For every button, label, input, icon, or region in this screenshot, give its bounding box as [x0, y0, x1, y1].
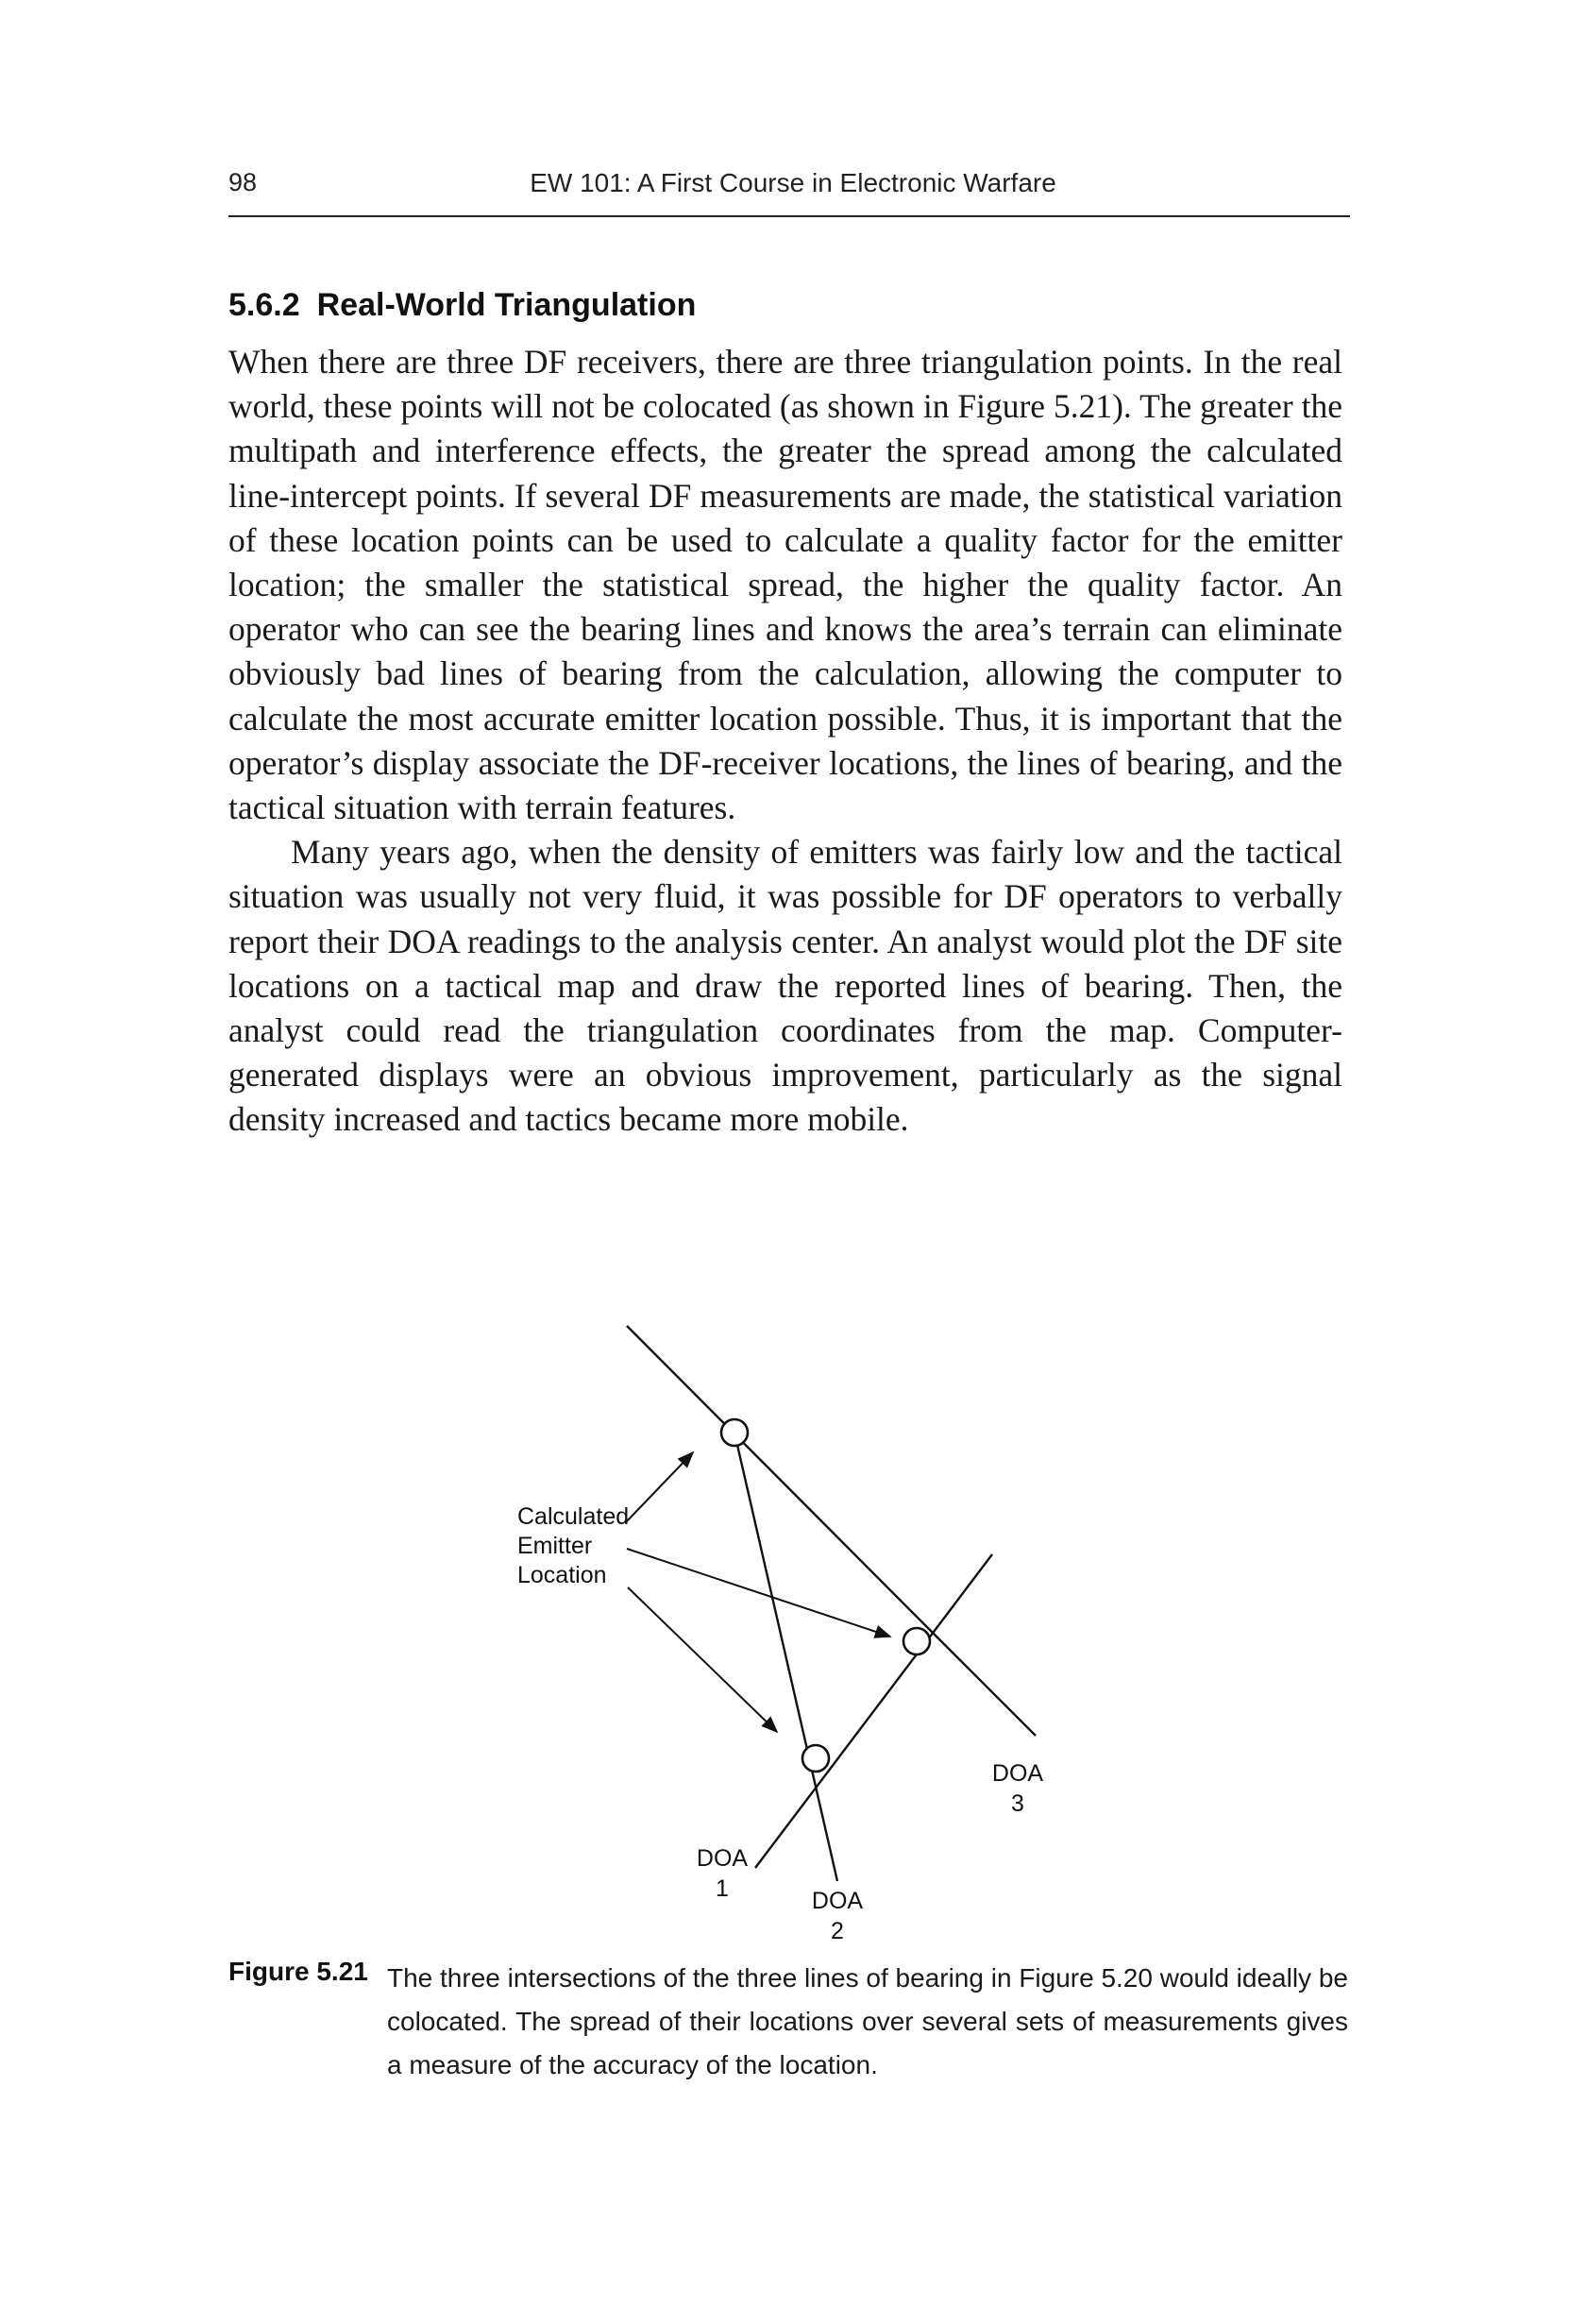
doa-3-number: 3 — [1011, 1790, 1024, 1817]
callout-line-3: Location — [517, 1562, 607, 1588]
intersection-point — [802, 1745, 829, 1772]
bearing-line-doa-3-tail — [910, 1610, 1036, 1736]
bearing-line-doa-3 — [627, 1326, 910, 1610]
doa-2-number: 2 — [831, 1918, 844, 1944]
callout-arrow — [625, 1452, 693, 1523]
doa-1-number: 1 — [716, 1875, 729, 1902]
bearing-line-doa-1 — [755, 1554, 992, 1868]
callout-arrow — [627, 1549, 890, 1637]
doa-3-label: DOA — [991, 1760, 1044, 1787]
intersection-point — [903, 1628, 930, 1654]
section-title: Real-World Triangulation — [316, 287, 697, 323]
callout-line-2: Emitter — [517, 1533, 593, 1559]
figure-caption-text: The three intersections of the three lines of bearing in Figure 5.20 would ideally be colocated. The spread of their locations over several sets of measurements gives a measure of the accuracy of the location. — [387, 1963, 1348, 2079]
paragraph-2: Many years ago, when the density of emitters was fairly low and the tactical situation was usually not very fluid, it was possible for DF operators to verbally report their DOA readings to the analysis center. An analyst would plot the DF site locations on a tactical map and draw the reported lines of bearing. Then, the analyst could read the triangulation coordinates from the map. Computer-generated displays were an obvious improvement, particularly as the signal density increased and tactics became more mobile. — [228, 833, 1342, 1139]
paragraph-1: When there are three DF receivers, there are three triangulation points. In the real world, these points will not be colocated (as shown in Figure 5.21). The greater the multipath and interference effects, the greater the spread among the calculated line-intercept points. If several DF measurements are made, the statistical variation of these location points can be used to calculate a quality factor for the emitter location; the smaller the statistical spread, the higher the quality factor. An operator who can see the bearing lines and knows the area’s terrain can eliminate obviously bad lines of bearing from the calculation, allowing the computer to calculate the most accurate emitter location possible. Thus, it is important that the operator’s display associate the DF-receiver locations, the lines of bearing, and the tactical situation with terrain features. — [228, 343, 1342, 827]
figure-caption-label: Figure 5.21 — [228, 1957, 368, 1986]
doa-2-label: DOA — [811, 1888, 864, 1914]
section-number: 5.6.2 — [228, 287, 300, 323]
page-number: 98 — [228, 168, 258, 196]
bearing-line-doa-2 — [734, 1433, 837, 1881]
running-title: EW 101: A First Course in Electronic Warfare — [530, 168, 1056, 197]
intersection-point — [721, 1419, 748, 1446]
doa-1-label: DOA — [696, 1845, 749, 1872]
callout-line-1: Calculated — [517, 1503, 630, 1530]
callout-arrow — [628, 1587, 777, 1732]
